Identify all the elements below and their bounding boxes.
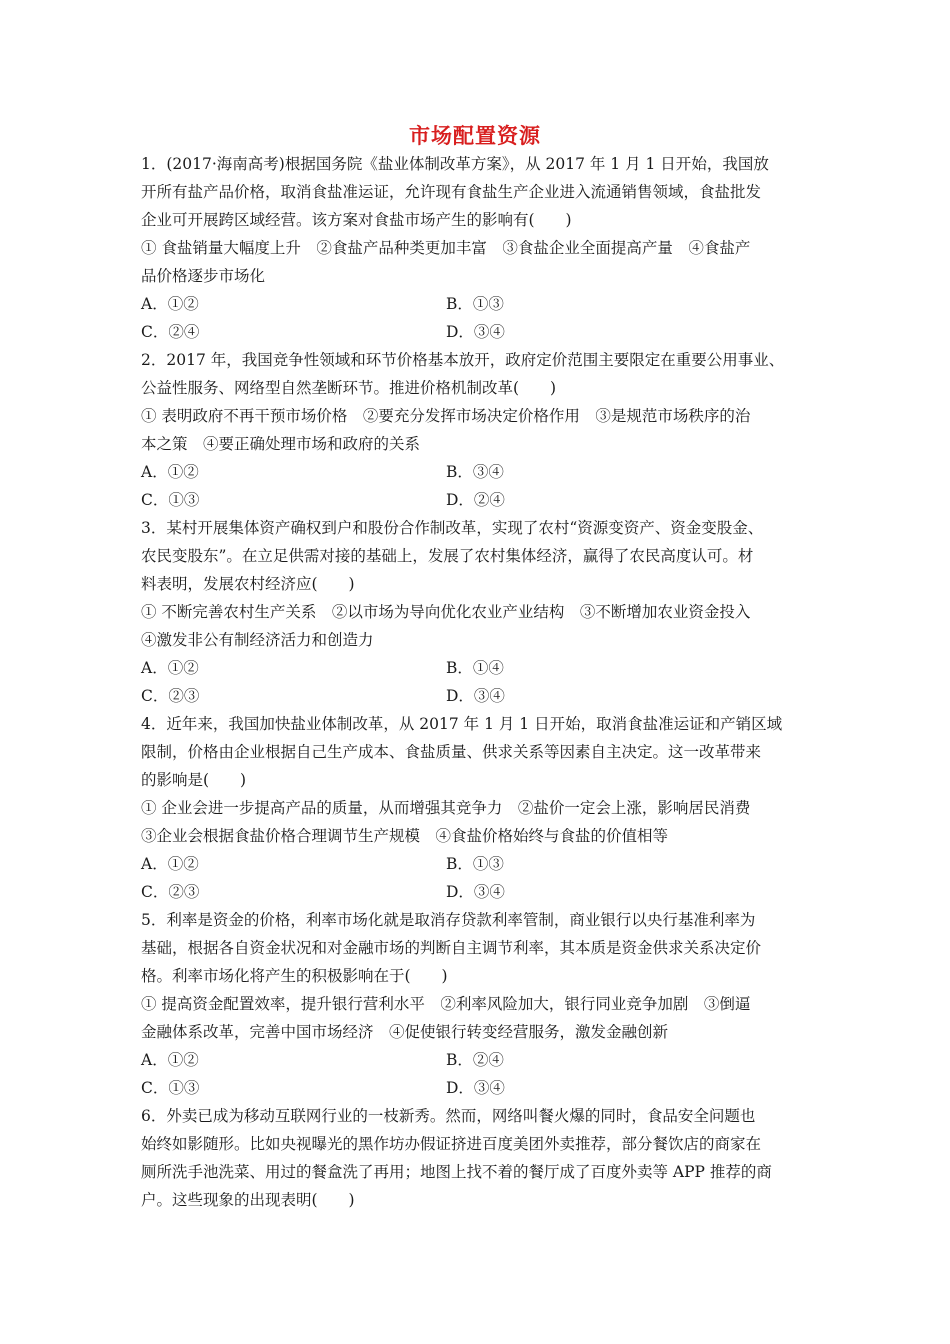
question-item-line: ① 提高资金配置效率，提升银行营利水平 ②利率风险加大，银行同业竞争加剧 ③倒逼 bbox=[141, 995, 751, 1013]
answer-option-b: B．②④ bbox=[446, 1051, 504, 1069]
answer-option-a: A．①② bbox=[141, 463, 199, 481]
answer-options-row bbox=[141, 318, 813, 346]
question-stem-line: 6．外卖已成为移动互联网行业的一枝新秀。然而，网络叫餐火爆的同时，食品安全问题也 bbox=[141, 1107, 756, 1125]
question-stem-line: 4．近年来，我国加快盐业体制改革，从 2017 年 1 月 1 日开始，取消食盐准运证和产销区域 bbox=[141, 715, 783, 733]
question-stem-line: 1．(2017·海南高考)根据国务院《盐业体制改革方案》，从 2017 年 1 月 1 日开始，我国放 bbox=[141, 155, 769, 173]
answer-options-row bbox=[141, 850, 813, 878]
page-title: 市场配置资源 bbox=[409, 124, 541, 148]
question-3 bbox=[141, 514, 813, 710]
question-4 bbox=[141, 710, 813, 906]
answer-option-d: D．③④ bbox=[446, 323, 505, 341]
answer-option-d: D．③④ bbox=[446, 687, 505, 705]
answer-options-row bbox=[141, 1046, 813, 1074]
question-item-line: ① 食盐销量大幅度上升 ②食盐产品种类更加丰富 ③食盐企业全面提高产量 ④食盐产 bbox=[141, 239, 751, 257]
answer-option-b: B．①③ bbox=[446, 295, 504, 313]
question-item-line: 金融体系改革，完善中国市场经济 ④促使银行转变经营服务，激发金融创新 bbox=[141, 1023, 669, 1041]
question-item-line: 本之策 ④要正确处理市场和政府的关系 bbox=[141, 435, 421, 453]
question-5 bbox=[141, 906, 813, 1102]
answer-option-b: B．①④ bbox=[446, 659, 504, 677]
answer-option-d: D．②④ bbox=[446, 491, 505, 509]
question-2 bbox=[141, 346, 813, 514]
answer-option-a: A．①② bbox=[141, 295, 199, 313]
answer-option-c: C．①③ bbox=[141, 1079, 200, 1097]
question-stem-line: 限制，价格由企业根据自己生产成本、食盐质量、供求关系等因素自主决定。这一改革带来 bbox=[141, 743, 762, 761]
answer-option-a: A．①② bbox=[141, 659, 199, 677]
answer-option-d: D．③④ bbox=[446, 1079, 505, 1097]
question-stem-line: 厕所洗手池洗菜、用过的餐盒洗了再用；地图上找不着的餐厅成了百度外卖等 APP 推荐的商 bbox=[141, 1163, 772, 1181]
question-stem-line: 3．某村开展集体资产确权到户和股份合作制改革，实现了农村“资源变资产、资金变股金、 bbox=[141, 519, 764, 537]
question-stem-line: 的影响是( ) bbox=[141, 771, 247, 789]
answer-option-b: B．①③ bbox=[446, 855, 504, 873]
question-item-line: ① 表明政府不再干预市场价格 ②要充分发挥市场决定价格作用 ③是规范市场秩序的治 bbox=[141, 407, 751, 425]
question-item-line: ④激发非公有制经济活力和创造力 bbox=[141, 631, 374, 649]
answer-options-row bbox=[141, 654, 813, 682]
answer-option-a: A．①② bbox=[141, 855, 199, 873]
answer-options-row bbox=[141, 458, 813, 486]
answer-options-row bbox=[141, 290, 813, 318]
question-stem-line: 企业可开展跨区域经营。该方案对食盐市场产生的影响有( ) bbox=[141, 211, 572, 229]
question-stem-line: 格。利率市场化将产生的积极影响在于( ) bbox=[141, 967, 448, 985]
question-stem-line: 基础，根据各自资金状况和对金融市场的判断自主调节利率，其本质是资金供求关系决定价 bbox=[141, 939, 762, 957]
answer-option-c: C．②③ bbox=[141, 687, 200, 705]
answer-option-c: C．②④ bbox=[141, 323, 200, 341]
question-stem-line: 户。这些现象的出现表明( ) bbox=[141, 1191, 355, 1209]
question-item-line: 品价格逐步市场化 bbox=[141, 267, 266, 285]
answer-options-row bbox=[141, 1074, 813, 1102]
question-stem-line: 料表明，发展农村经济应( ) bbox=[141, 575, 355, 593]
question-item-line: ① 企业会进一步提高产品的质量，从而增强其竞争力 ②盐价一定会上涨，影响居民消费 bbox=[141, 799, 751, 817]
answer-option-b: B．③④ bbox=[446, 463, 504, 481]
answer-options-row bbox=[141, 486, 813, 514]
question-list bbox=[141, 150, 813, 1214]
question-stem-line: 公益性服务、网络型自然垄断环节。推进价格机制改革( ) bbox=[141, 379, 557, 397]
answer-option-c: C．①③ bbox=[141, 491, 200, 509]
question-item-line: ③企业会根据食盐价格合理调节生产规模 ④食盐价格始终与食盐的价值相等 bbox=[141, 827, 669, 845]
answer-option-c: C．②③ bbox=[141, 883, 200, 901]
question-stem-line: 始终如影随形。比如央视曝光的黑作坊办假证挤进百度美团外卖推荐，部分餐饮店的商家在 bbox=[141, 1135, 762, 1153]
answer-option-d: D．③④ bbox=[446, 883, 505, 901]
question-stem-line: 2．2017 年，我国竞争性领域和环节价格基本放开，政府定价范围主要限定在重要公用事业、 bbox=[141, 351, 785, 369]
question-6 bbox=[141, 1102, 813, 1214]
question-item-line: ① 不断完善农村生产关系 ②以市场为导向优化农业产业结构 ③不断增加农业资金投入 bbox=[141, 603, 751, 621]
question-stem-line: 5．利率是资金的价格，利率市场化就是取消存贷款利率管制，商业银行以央行基准利率为 bbox=[141, 911, 756, 929]
question-stem-line: 农民变股东”。在立足供需对接的基础上，发展了农村集体经济，赢得了农民高度认可。材 bbox=[141, 547, 754, 565]
question-stem-line: 开所有盐产品价格，取消食盐准运证，允许现有食盐生产企业进入流通销售领域，食盐批发 bbox=[141, 183, 762, 201]
answer-options-row bbox=[141, 682, 813, 710]
answer-options-row bbox=[141, 878, 813, 906]
answer-option-a: A．①② bbox=[141, 1051, 199, 1069]
question-1 bbox=[141, 150, 813, 346]
